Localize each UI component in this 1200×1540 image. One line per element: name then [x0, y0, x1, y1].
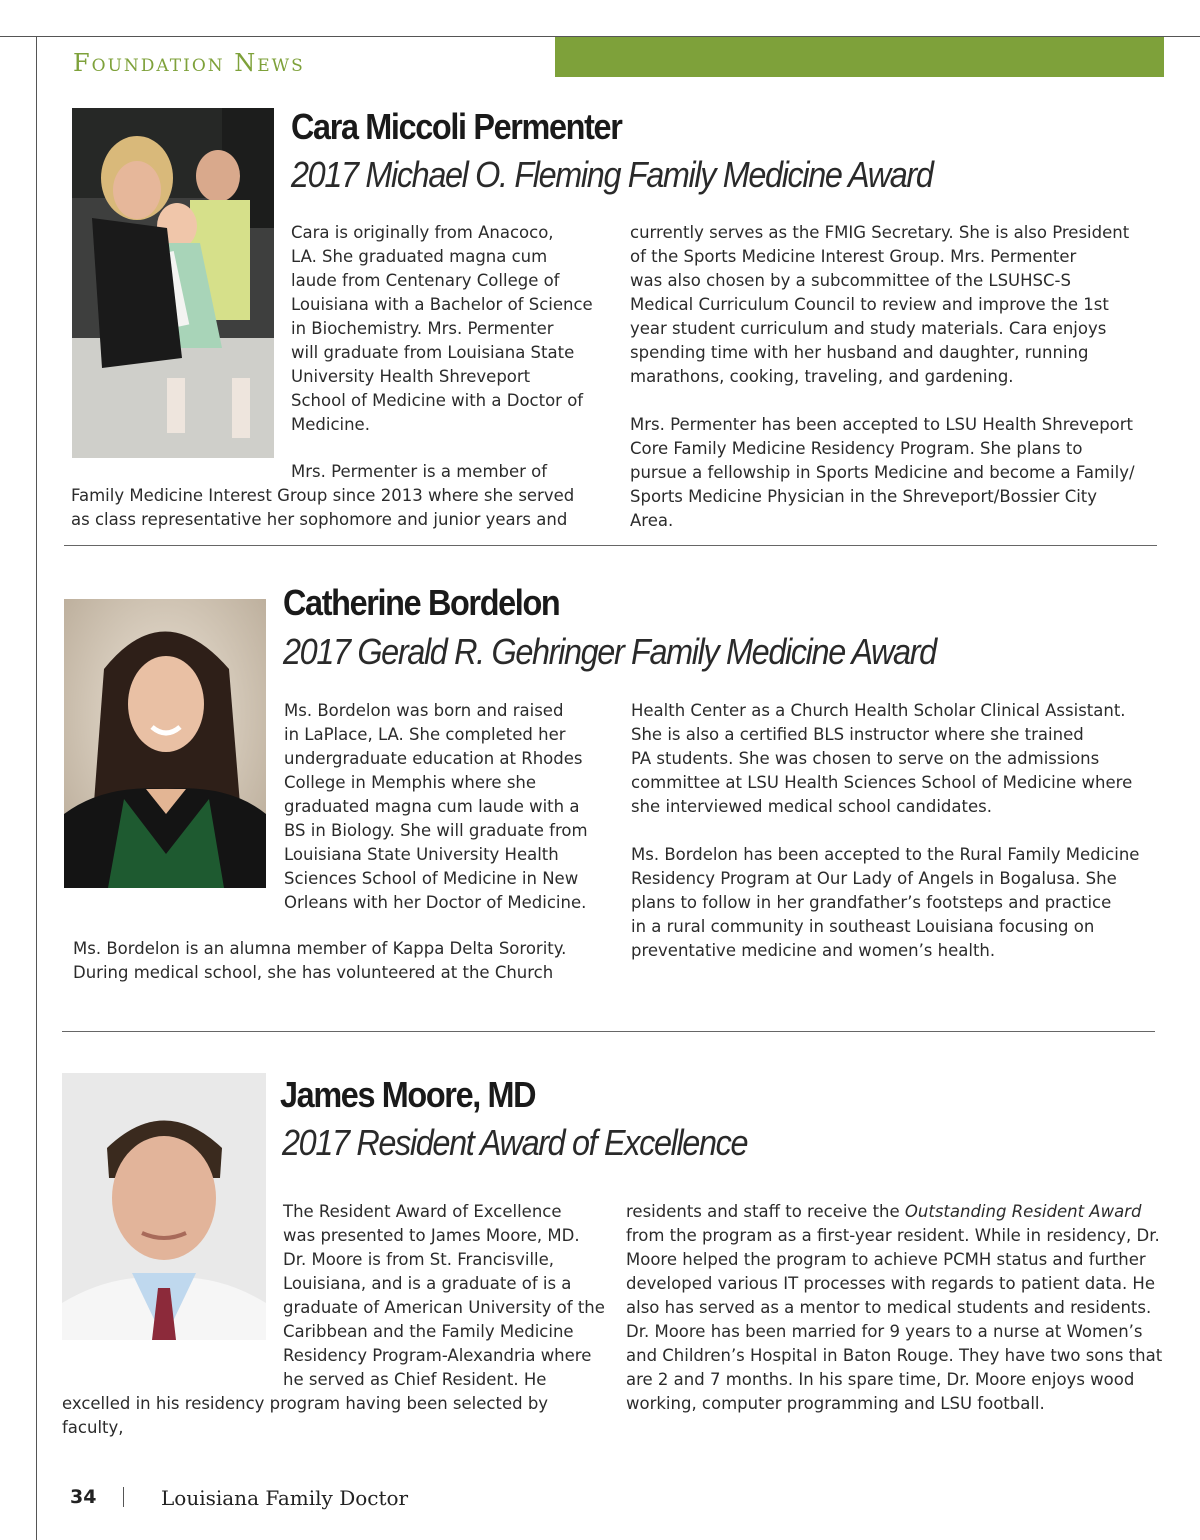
bio-column-1: Ms. Bordelon was born and raised in LaPlace, LA. She completed her undergraduate education at Rhodes College in Memphis where she graduated magna cum laude with a BS in Biology. She will graduate from Louisiana State University Health Sciences School of Medicine in New Orleans with her Doctor of Medicine.: [284, 701, 588, 912]
bio-column-2: from the program as a first-year resident. While in residency, Dr. Moore helped the program to achieve PCMH status and further developed various IT processes with regards to patient data. He also has served as a mentor to medical students and residents. Dr. Moore has been married for 9 years to a nurse at Women’s and Children’s Hospital in Baton Rouge. They have two sons that are 2 and 7 months. In his spare time, Dr. Moore enjoys wood working, computer programming and LSU football.: [626, 1226, 1163, 1413]
left-margin-rule: [36, 36, 37, 1540]
bio-column-1-wide: Family Medicine Interest Group since 2013 where she served as class representative her sophomore and junior years and: [71, 486, 575, 529]
award-title: 2017 Michael O. Fleming Family Medicine Award: [291, 154, 933, 195]
section-divider: [64, 545, 1157, 546]
award-title: 2017 Gerald R. Gehringer Family Medicine Award: [283, 631, 936, 672]
award-title: 2017 Resident Award of Excellence: [282, 1122, 748, 1163]
profile-name: Cara Miccoli Permenter: [291, 106, 622, 147]
footer-separator: [123, 1487, 124, 1507]
bio-column-1-continued: Mrs. Permenter is a member of: [291, 462, 548, 481]
bio-column-1-wide: excelled in his residency program having been selected by faculty,: [62, 1394, 549, 1437]
graduate-portrait: [64, 599, 266, 888]
bio-column-2-first-line: [626, 1200, 1166, 1224]
bio-column-1: The Resident Award of Excellence was presented to James Moore, MD. Dr. Moore is from St. Francisville, Louisiana, and is a graduate of is a graduate of American University of the Caribbean and the Family Medicine Residency Program-Alexandria where he served as Chief Resident. He: [283, 1202, 605, 1389]
bio-column-1: Cara is originally from Anacoco, LA. She graduated magna cum laude from Centenary College of Louisiana with a Bachelor of Science in Biochemistry. Mrs. Permenter will graduate from Louisiana State University Health Shreveport School of Medicine with a Doctor of Medicine.: [291, 223, 593, 434]
publication-name: Louisiana Family Doctor: [161, 1486, 409, 1510]
page-number: 34: [70, 1486, 97, 1508]
bio-text: residents and staff to receive the: [626, 1202, 905, 1221]
doctor-portrait: [62, 1073, 266, 1340]
header-accent-bar: [555, 37, 1164, 77]
section-label: Foundation News: [73, 49, 305, 77]
family-photo: [72, 108, 274, 458]
award-name-italic: Outstanding Resident Award: [904, 1202, 1142, 1221]
bio-column-2: currently serves as the FMIG Secretary. She is also President of the Sports Medicine Interest Group. Mrs. Permenter was also chosen by a subcommittee of the LSUHSC-S Medical Curriculum Council to review and improve the 1st year student curriculum and study materials. Cara enjoys spending time with her husband and daughter, running marathons, cooking, traveling, and gardening. Mrs. Permenter has been accepted to LSU Health Shreveport Core Family Medicine Residency Program. She plans to pursue a fellowship in Sports Medicine and become a Family/ Sports Medicine Physician in the Shreveport/Bossier City Area.: [630, 223, 1135, 530]
bio-column-1-wide: Ms. Bordelon is an alumna member of Kappa Delta Sorority. During medical school, she has volunteered at the Church: [73, 939, 567, 982]
section-divider: [62, 1031, 1155, 1032]
bio-column-2: Health Center as a Church Health Scholar Clinical Assistant. She is also a certified BLS instructor where she trained PA students. She was chosen to serve on the admissions committee at LSU Health Sciences School of Medicine where she interviewed medical school candidates. Ms. Bordelon has been accepted to the Rural Family Medicine Residency Program at Our Lady of Angels in Bogalusa. She plans to follow in her grandfather’s footsteps and practice in a rural community in southeast Louisiana focusing on preventative medicine and women’s health.: [631, 701, 1140, 960]
profile-name: Catherine Bordelon: [283, 582, 560, 623]
profile-name: James Moore, MD: [280, 1074, 536, 1115]
